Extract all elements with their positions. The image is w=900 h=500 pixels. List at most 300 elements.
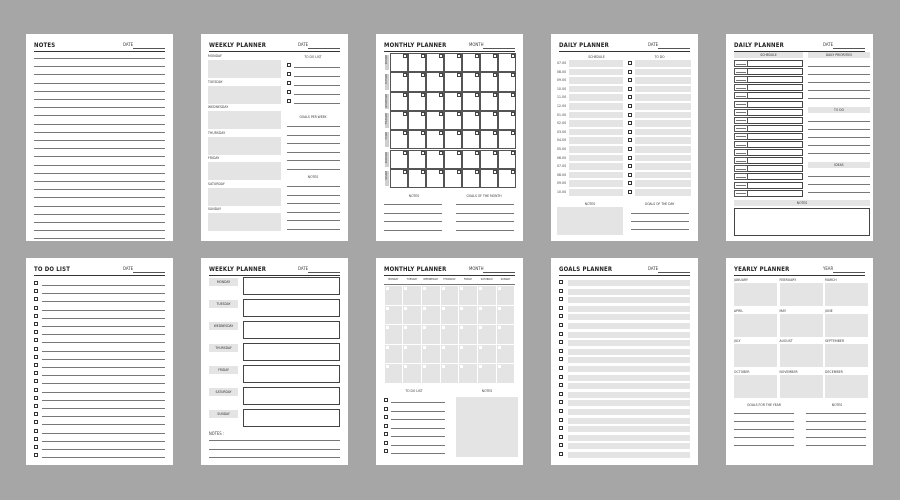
month-box xyxy=(780,344,823,367)
todo-line xyxy=(42,392,165,393)
todo-line xyxy=(42,318,165,319)
day-label: THURSDAY xyxy=(215,346,232,350)
schedule-box xyxy=(569,155,623,162)
checkbox[interactable] xyxy=(628,104,632,108)
goal-line xyxy=(456,204,514,205)
idea-line xyxy=(808,176,870,177)
goal-box xyxy=(568,452,690,458)
todo-line xyxy=(42,334,165,335)
day-label: TUESDAY xyxy=(216,302,231,306)
month-label: MAY xyxy=(779,308,787,313)
date-box xyxy=(439,73,443,77)
weekday-tab-label: SUNDAY xyxy=(385,170,388,180)
ruled-line xyxy=(34,148,165,149)
checkbox[interactable] xyxy=(34,379,38,383)
date-box xyxy=(439,54,443,58)
checkbox[interactable] xyxy=(34,347,38,351)
date-box xyxy=(460,287,463,290)
goal-checkbox[interactable] xyxy=(559,280,563,284)
checkbox[interactable] xyxy=(287,99,291,103)
note-line xyxy=(287,203,340,204)
goal-box xyxy=(568,280,690,286)
goal-box xyxy=(568,289,690,295)
note-line xyxy=(806,429,866,430)
hour-label: 09.00 xyxy=(557,181,567,186)
notes-heading: NOTES xyxy=(831,403,843,407)
checkbox[interactable] xyxy=(34,281,38,285)
day-label: SUNDAY xyxy=(208,207,222,211)
goal-line xyxy=(631,221,689,222)
time-line xyxy=(736,145,746,146)
todo-box xyxy=(635,120,691,127)
weekday-tab-label: SATURDAY xyxy=(385,151,388,163)
note-line xyxy=(384,230,442,231)
checkbox[interactable] xyxy=(34,330,38,334)
day-label: FRIDAY xyxy=(208,156,220,160)
goal-box xyxy=(568,366,690,372)
todo-box xyxy=(635,86,691,93)
date-box xyxy=(475,170,479,174)
date-box xyxy=(403,112,407,116)
date-box xyxy=(404,326,407,329)
hour-label: 03.00 xyxy=(557,129,567,134)
goal-checkbox[interactable] xyxy=(559,357,563,361)
goal-checkbox[interactable] xyxy=(559,443,563,447)
day-box xyxy=(243,299,340,317)
checkbox[interactable] xyxy=(628,130,632,134)
ruled-line xyxy=(34,91,165,92)
checkbox[interactable] xyxy=(628,181,632,185)
checkbox[interactable] xyxy=(34,371,38,375)
month-label: AUGUST xyxy=(779,339,793,343)
hour-label: 02.00 xyxy=(557,121,567,126)
goal-checkbox[interactable] xyxy=(559,375,563,379)
date-box xyxy=(511,131,515,135)
date-box xyxy=(439,151,443,155)
note-line xyxy=(384,204,442,205)
date-box xyxy=(423,287,426,290)
goal-line xyxy=(456,213,514,214)
goals-heading: GOALS PER WEEK xyxy=(299,115,327,119)
date-box xyxy=(423,365,426,368)
goal-checkbox[interactable] xyxy=(559,392,563,396)
todo-heading: TO DO LIST xyxy=(405,389,423,393)
date-box xyxy=(442,365,445,368)
ruled-line xyxy=(34,107,165,108)
goals-heading: GOALS OF THE MONTH xyxy=(466,194,502,198)
schedule-box xyxy=(569,137,623,144)
todo-box xyxy=(635,129,691,136)
goal-checkbox[interactable] xyxy=(559,306,563,310)
page-title: WEEKLY PLANNER xyxy=(209,266,267,273)
date-box xyxy=(386,326,389,329)
checkbox[interactable] xyxy=(384,424,388,428)
ruled-line xyxy=(34,165,165,166)
date-box xyxy=(457,93,461,97)
date-box xyxy=(511,112,515,116)
page-title: WEEKLY PLANNER xyxy=(209,42,267,49)
ideas-heading: IDEAS xyxy=(834,163,844,167)
goal-line xyxy=(734,413,794,414)
header-line xyxy=(384,284,515,285)
time-line xyxy=(736,136,746,137)
weekday-tab-label: MONDAY xyxy=(385,55,388,65)
todo-line xyxy=(42,293,165,294)
hour-label: 05.00 xyxy=(557,147,567,151)
checkbox[interactable] xyxy=(34,289,38,293)
todo-line xyxy=(391,428,445,429)
goal-checkbox[interactable] xyxy=(559,452,563,456)
date-box xyxy=(498,365,501,368)
checkbox[interactable] xyxy=(628,164,632,168)
checkbox[interactable] xyxy=(34,338,38,342)
date-box xyxy=(493,54,497,58)
date-box xyxy=(493,131,497,135)
date-box xyxy=(386,307,389,310)
checkbox[interactable] xyxy=(34,429,38,433)
goal-checkbox[interactable] xyxy=(559,409,563,413)
date-box xyxy=(404,307,407,310)
checkbox[interactable] xyxy=(384,432,388,436)
year-label: YEAR xyxy=(823,267,834,272)
month-label: NOVEMBER xyxy=(779,369,798,374)
date-box xyxy=(475,73,479,77)
time-line xyxy=(736,64,746,65)
time-line xyxy=(736,104,746,105)
weekday-label: SATURDAY xyxy=(480,278,493,281)
checkbox[interactable] xyxy=(34,322,38,326)
time-line xyxy=(736,128,746,129)
goal-box xyxy=(568,375,690,381)
todo-line xyxy=(808,153,870,154)
goal-checkbox[interactable] xyxy=(559,332,563,336)
goal-checkbox[interactable] xyxy=(559,426,563,430)
day-label: SATURDAY xyxy=(215,390,232,394)
schedule-box xyxy=(569,77,623,84)
goal-line xyxy=(734,445,794,446)
checkbox[interactable] xyxy=(628,147,632,151)
checkbox[interactable] xyxy=(628,78,632,82)
idea-line xyxy=(808,184,870,185)
weekly-planner-page xyxy=(201,34,348,241)
goals-planner-page xyxy=(551,258,698,465)
time-line xyxy=(736,185,746,186)
todo-line xyxy=(42,433,165,434)
date-box xyxy=(403,73,407,77)
ruled-line xyxy=(34,238,165,239)
goal-line xyxy=(631,213,689,214)
todo-line xyxy=(42,359,165,360)
checkbox[interactable] xyxy=(34,297,38,301)
todo-box xyxy=(635,77,691,84)
goal-box xyxy=(568,409,690,415)
day-label: SATURDAY xyxy=(208,181,225,186)
date-box xyxy=(475,54,479,58)
goal-checkbox[interactable] xyxy=(559,289,563,293)
goal-box xyxy=(568,323,690,329)
checkbox[interactable] xyxy=(628,70,632,74)
checkbox[interactable] xyxy=(287,72,291,76)
checkbox[interactable] xyxy=(384,441,388,445)
todo-heading: TO DO LIST xyxy=(304,55,322,59)
month-box xyxy=(780,283,823,306)
checkbox[interactable] xyxy=(628,87,632,91)
hour-label: 07.00 xyxy=(557,164,567,169)
date-box xyxy=(423,307,426,310)
ruled-line xyxy=(34,58,165,59)
checkbox[interactable] xyxy=(628,95,632,99)
hour-label: 11.00 xyxy=(557,95,567,100)
month-label: JANUARY xyxy=(734,278,748,282)
note-line xyxy=(209,449,340,450)
date-box xyxy=(403,131,407,135)
date-box xyxy=(479,307,482,310)
date-box xyxy=(479,346,482,349)
weekly-planner-page-2 xyxy=(201,258,348,465)
todo-line xyxy=(294,94,340,95)
note-line xyxy=(287,212,340,213)
goal-box xyxy=(568,400,690,406)
checkbox[interactable] xyxy=(34,363,38,367)
page-title: GOALS PLANNER xyxy=(559,266,613,273)
month-box xyxy=(780,375,823,398)
goal-box xyxy=(568,435,690,441)
day-label: WEDNESDAY xyxy=(208,105,229,109)
note-line xyxy=(287,186,340,187)
schedule-box xyxy=(569,94,623,101)
goal-box xyxy=(568,392,690,398)
date-box xyxy=(498,307,501,310)
month-label: APRIL xyxy=(734,308,744,313)
time-line xyxy=(736,88,746,89)
checkbox[interactable] xyxy=(628,61,632,65)
checkbox[interactable] xyxy=(287,63,291,67)
goal-box xyxy=(568,314,690,320)
schedule-box xyxy=(569,189,623,196)
note-line xyxy=(806,413,866,414)
todo-line xyxy=(42,457,165,458)
hour-label: 10.00 xyxy=(557,190,567,194)
weekday-tab-label: FRIDAY xyxy=(385,132,388,140)
day-box xyxy=(208,60,281,78)
date-box xyxy=(475,93,479,97)
checkbox[interactable] xyxy=(628,173,632,177)
month-box xyxy=(734,375,777,398)
todo-box xyxy=(635,103,691,110)
schedule-box xyxy=(569,163,623,170)
hour-label: 07.00 xyxy=(557,61,567,65)
goal-box xyxy=(568,306,690,312)
todo-line xyxy=(808,137,870,138)
note-line xyxy=(384,221,442,222)
checkbox[interactable] xyxy=(287,90,291,94)
checkbox[interactable] xyxy=(34,388,38,392)
goal-checkbox[interactable] xyxy=(559,340,563,344)
checkbox[interactable] xyxy=(628,113,632,117)
checkbox[interactable] xyxy=(34,437,38,441)
goal-line xyxy=(287,160,340,161)
goals-heading: GOALS FOR THE YEAR xyxy=(747,403,781,407)
date-box xyxy=(457,73,461,77)
schedule-box xyxy=(569,69,623,76)
goal-checkbox[interactable] xyxy=(559,418,563,422)
note-line xyxy=(806,437,866,438)
date-box xyxy=(457,170,461,174)
date-box xyxy=(475,112,479,116)
date-box xyxy=(498,346,501,349)
date-box xyxy=(404,346,407,349)
schedule-box xyxy=(569,172,623,179)
todo-line xyxy=(42,301,165,302)
todo-box xyxy=(635,189,691,196)
checkbox[interactable] xyxy=(34,445,38,449)
month-label: DECEMBER xyxy=(825,369,843,374)
todo-line xyxy=(808,129,870,130)
weekday-tab-label: TUESDAY xyxy=(385,74,388,84)
checkbox[interactable] xyxy=(34,453,38,457)
priority-line xyxy=(808,74,870,75)
checkbox[interactable] xyxy=(34,412,38,416)
todo-box xyxy=(635,94,691,101)
note-line xyxy=(209,457,340,458)
checkbox[interactable] xyxy=(34,420,38,424)
date-box xyxy=(511,93,515,97)
date-box xyxy=(511,170,515,174)
daily-planner-page-2 xyxy=(726,34,873,241)
checkbox[interactable] xyxy=(628,190,632,194)
goal-box xyxy=(568,297,690,303)
goal-checkbox[interactable] xyxy=(559,435,563,439)
date-label: DATE xyxy=(298,43,309,48)
checkbox[interactable] xyxy=(34,396,38,400)
notes-heading: NOTES : xyxy=(209,431,225,436)
checkbox[interactable] xyxy=(628,138,632,142)
date-box xyxy=(442,307,445,310)
page-title: DAILY PLANNER xyxy=(734,42,785,49)
goal-checkbox[interactable] xyxy=(559,366,563,370)
goal-box xyxy=(568,349,690,355)
day-label: WEDNESDAY xyxy=(213,324,234,328)
goal-line xyxy=(287,143,340,144)
checkbox[interactable] xyxy=(384,407,388,411)
checkbox[interactable] xyxy=(628,121,632,125)
date-box xyxy=(421,54,425,58)
day-box xyxy=(208,188,281,206)
page-title: TO DO LIST xyxy=(34,266,71,273)
checkbox[interactable] xyxy=(287,81,291,85)
hour-label: 08.00 xyxy=(557,172,567,177)
ruled-line xyxy=(34,214,165,215)
schedule-box xyxy=(569,60,623,67)
goal-checkbox[interactable] xyxy=(559,323,563,327)
date-box xyxy=(442,346,445,349)
schedule-box xyxy=(569,180,623,187)
todo-line xyxy=(391,411,445,412)
todo-box xyxy=(635,180,691,187)
todo-line xyxy=(42,441,165,442)
weekday-label: MONDAY xyxy=(388,278,399,281)
note-line xyxy=(209,440,340,441)
date-box xyxy=(421,170,425,174)
date-box xyxy=(493,93,497,97)
day-label: TUESDAY xyxy=(208,79,223,84)
note-line xyxy=(287,195,340,196)
date-box xyxy=(421,131,425,135)
ruled-line xyxy=(34,197,165,198)
todo-line xyxy=(294,85,340,86)
checkbox[interactable] xyxy=(384,449,388,453)
goal-checkbox[interactable] xyxy=(559,349,563,353)
date-box xyxy=(460,365,463,368)
goal-line xyxy=(456,230,514,231)
checkbox[interactable] xyxy=(34,314,38,318)
todo-line xyxy=(391,436,445,437)
date-box xyxy=(479,365,482,368)
weekday-tab-label: THURSDAY xyxy=(385,112,388,125)
page-title: MONTHLY PLANNER xyxy=(384,42,447,49)
note-line xyxy=(806,421,866,422)
todo-line xyxy=(42,310,165,311)
weekday-tab-label: WEDNESDAY xyxy=(385,93,388,108)
todo-line xyxy=(42,367,165,368)
month-box xyxy=(734,314,777,337)
day-box xyxy=(208,137,281,155)
goal-checkbox[interactable] xyxy=(559,314,563,318)
day-label: FRIDAY xyxy=(218,368,229,372)
ruled-line xyxy=(34,181,165,182)
date-box xyxy=(442,326,445,329)
date-box xyxy=(439,112,443,116)
time-line xyxy=(736,169,746,170)
checkbox[interactable] xyxy=(34,306,38,310)
day-label: MONDAY xyxy=(208,54,222,58)
page-title: MONTHLY PLANNER xyxy=(384,266,447,273)
checkbox[interactable] xyxy=(34,355,38,359)
checkbox[interactable] xyxy=(384,398,388,402)
date-label: DATE xyxy=(123,267,134,272)
time-line xyxy=(736,193,746,194)
notes-box xyxy=(456,397,518,457)
date-box xyxy=(457,54,461,58)
goal-checkbox[interactable] xyxy=(559,297,563,301)
todo-line xyxy=(294,67,340,68)
priority-line xyxy=(808,90,870,91)
date-label: DATE xyxy=(648,267,659,272)
todo-heading: TO DO xyxy=(654,55,665,59)
date-box xyxy=(423,326,426,329)
time-line xyxy=(736,112,746,113)
ruled-line xyxy=(34,66,165,67)
daily-planner-page xyxy=(551,34,698,241)
goal-checkbox[interactable] xyxy=(559,383,563,387)
goal-box xyxy=(568,418,690,424)
schedule-box xyxy=(569,103,623,110)
month-box xyxy=(825,375,868,398)
ruled-line xyxy=(34,173,165,174)
month-label: FEBRUARY xyxy=(779,278,797,282)
weekday-label: FRIDAY xyxy=(464,278,473,281)
todo-line xyxy=(42,383,165,384)
checkbox[interactable] xyxy=(628,156,632,160)
ruled-line xyxy=(34,83,165,84)
date-box xyxy=(421,151,425,155)
goal-line xyxy=(287,126,340,127)
checkbox[interactable] xyxy=(34,404,38,408)
notes-box xyxy=(557,207,623,235)
goal-checkbox[interactable] xyxy=(559,400,563,404)
checkbox[interactable] xyxy=(384,415,388,419)
todo-line xyxy=(42,416,165,417)
